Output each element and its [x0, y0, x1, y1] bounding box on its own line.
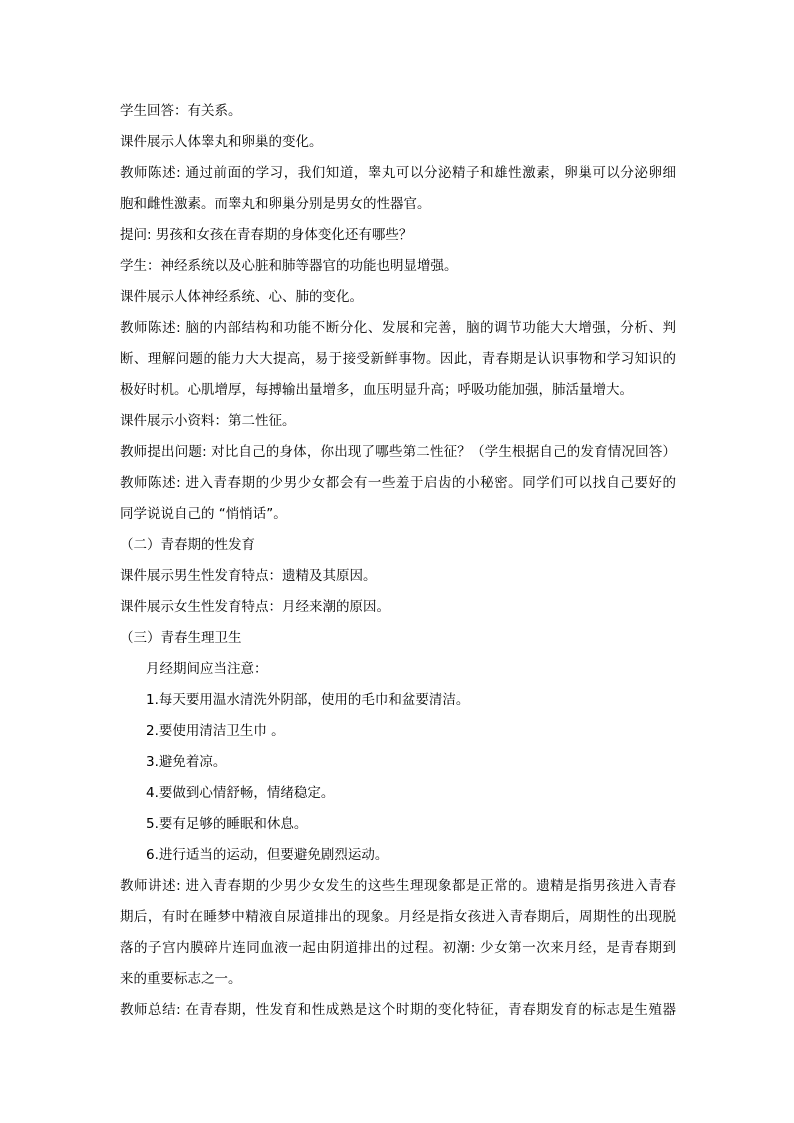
- list-item: 1.每天要用温水清洗外阴部，使用的毛巾和盆要清洁。: [146, 692, 470, 708]
- text-line: 断、理解问题的能力大大提高，易于接受新鲜事物。因此，青春期是认识事物和学习知识的: [120, 351, 676, 367]
- text-line: 教师提出问题: 对比自己的身体，你出现了哪些第二性征？（学生根据自己的发育情况回答）: [120, 444, 676, 460]
- text-line: 学生：神经系统以及心脏和肺等器官的功能也明显增强。: [120, 258, 458, 274]
- text-line: 课件展示女生性发育特点：月经来潮的原因。: [120, 599, 390, 615]
- text-line: 课件展示人体神经系统、心、肺的变化。: [120, 289, 363, 305]
- text-line: 胞和雌性激素。而睾丸和卵巢分别是男女的性器官。: [120, 196, 431, 212]
- text-line: 落的子宫内膜碎片连同血液一起由阴道排出的过程。初潮: 少女第一次来月经，是青春期到: [120, 940, 676, 956]
- text-line: 课件展示小资料：第二性征。: [120, 413, 296, 429]
- text-line: 期后，有时在睡梦中精液自尿道排出的现象。月经是指女孩进入青春期后，周期性的出现脱: [120, 909, 676, 925]
- text-line: 课件展示男生性发育特点：遗精及其原因。: [120, 568, 377, 584]
- section-heading: （三）青春生理卫生: [120, 630, 242, 646]
- list-item: 3.避免着凉。: [146, 754, 227, 770]
- text-line: 课件展示人体睾丸和卵巢的变化。: [120, 134, 323, 150]
- text-line: 教师陈述: 脑的内部结构和功能不断分化、发展和完善，脑的调节功能大大增强，分析、判: [120, 320, 676, 336]
- section-heading: （二）青春期的性发育: [120, 537, 255, 553]
- list-item: 2.要使用清洁卫生巾 。: [146, 723, 285, 739]
- text-line: 同学说说自己的 “悄悄话”。: [120, 506, 287, 522]
- list-item: 6.进行适当的运动，但要避免剧烈运动。: [146, 847, 389, 863]
- text-line: 来的重要标志之一。: [120, 971, 242, 987]
- text-line: 月经期间应当注意：: [146, 661, 268, 677]
- list-item: 5.要有足够的睡眠和休息。: [146, 816, 308, 832]
- text-line: 学生回答：有关系。: [120, 103, 242, 119]
- text-line: 教师陈述: 通过前面的学习，我们知道，睾丸可以分泌精子和雄性激素，卵巢可以分泌卵细: [120, 165, 676, 181]
- text-line: 教师陈述: 进入青春期的少男少女都会有一些羞于启齿的小秘密。同学们可以找自己要好的: [120, 475, 676, 491]
- text-line: 教师总结: 在青春期，性发育和性成熟是这个时期的变化特征，青春期发育的标志是生殖器: [120, 1002, 676, 1018]
- text-line: 极好时机。心肌增厚，每搏输出量增多，血压明显升高；呼吸功能加强，肺活量增大。: [120, 382, 633, 398]
- list-item: 4.要做到心情舒畅，情绪稳定。: [146, 785, 335, 801]
- text-line: 教师讲述: 进入青春期的少男少女发生的这些生理现象都是正常的。遗精是指男孩进入青春: [120, 878, 676, 894]
- text-line: 提问: 男孩和女孩在青春期的身体变化还有哪些？: [120, 227, 413, 243]
